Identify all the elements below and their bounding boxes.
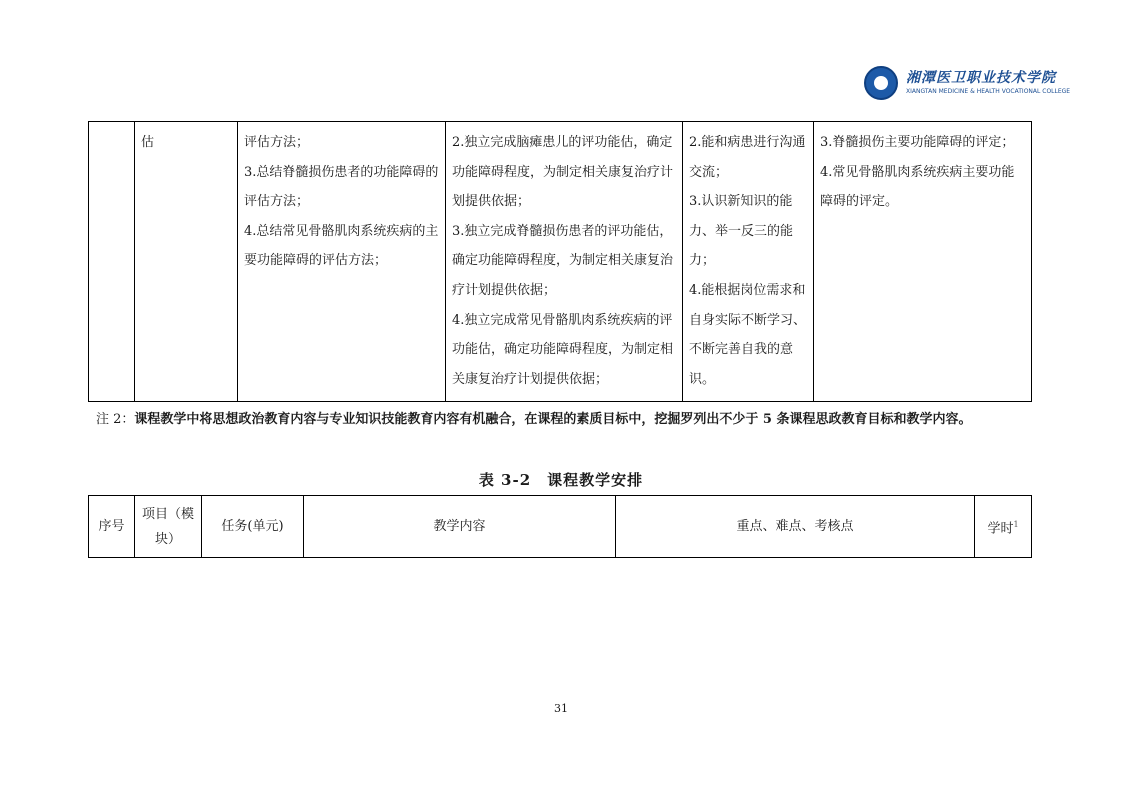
list-item: 4.常见骨骼肌肉系统疾病主要功能障碍的评定。 xyxy=(820,164,1015,210)
college-name-en: XIANGTAN MEDICINE & HEALTH VOCATIONAL COLLEGE xyxy=(906,88,1071,95)
footnote-prefix: 注 2： xyxy=(96,412,135,427)
header-content: 教学内容 xyxy=(304,496,616,558)
header-hours: 学时$^1$ xyxy=(975,496,1032,558)
cell-skill-goals xyxy=(446,122,683,402)
list-item: 2.能和病患进行沟通交流； xyxy=(689,135,806,180)
header-index: 序号 xyxy=(89,496,135,558)
course-schedule-table xyxy=(88,495,1032,558)
list-item: 4.能根据岗位需求和自身实际不断学习、不断完善自我的意识。 xyxy=(689,282,807,387)
list-item: 4.总结常见骨骼肌肉系统疾病的主要功能障碍的评估方法； xyxy=(244,223,439,269)
college-name-cn: 湘潭医卫职业技术学院 xyxy=(906,70,1056,86)
table-row xyxy=(89,122,1032,402)
cell-quality-goals xyxy=(683,122,814,402)
list-item: 4.独立完成常见骨骼肌肉系统疾病的评功能估，确定功能障碍程度，为制定相关康复治疗计划提供依据； xyxy=(452,312,674,387)
list-item: 3.独立完成脊髓损伤患者的评功能估，确定功能障碍程度，为制定相关康复治疗计划提供依据； xyxy=(452,223,674,298)
footnote xyxy=(96,408,972,427)
page-number: 31 xyxy=(554,702,568,715)
cell-knowledge-goals xyxy=(238,122,446,402)
cell-key-points xyxy=(814,122,1032,402)
list-item: 评估方法； xyxy=(244,135,310,150)
footnote-marker: 1 xyxy=(1013,519,1019,529)
table-header-row xyxy=(89,496,1032,558)
cell-index xyxy=(89,122,135,402)
list-item: 2.独立完成脑瘫患儿的评功能估，确定功能障碍程度，为制定相关康复治疗计划提供依据； xyxy=(452,135,674,210)
footnote-text: 课程教学中将思想政治教育内容与专业知识技能教育内容有机融合，在课程的素质目标中，挖掘罗列出不少于 5 条课程思政教育目标和教学内容。 xyxy=(134,412,972,427)
list-item: 3.认识新知识的能力、举一反三的能力； xyxy=(689,194,794,269)
college-logo xyxy=(864,64,1071,104)
header-task: 任务(单元) xyxy=(202,496,304,558)
table-caption: 表 3-2 课程教学安排 xyxy=(478,471,644,489)
cell-module: 估 xyxy=(135,122,238,402)
continued-objectives-table xyxy=(88,121,1032,402)
college-emblem-icon xyxy=(864,66,898,100)
header-module: 项目（模块） xyxy=(135,496,202,558)
header-key-points: 重点、难点、考核点 xyxy=(616,496,975,558)
list-item: 3.总结脊髓损伤患者的功能障碍的评估方法； xyxy=(244,164,439,210)
list-item: 3.脊髓损伤主要功能障碍的评定； xyxy=(820,135,1015,150)
